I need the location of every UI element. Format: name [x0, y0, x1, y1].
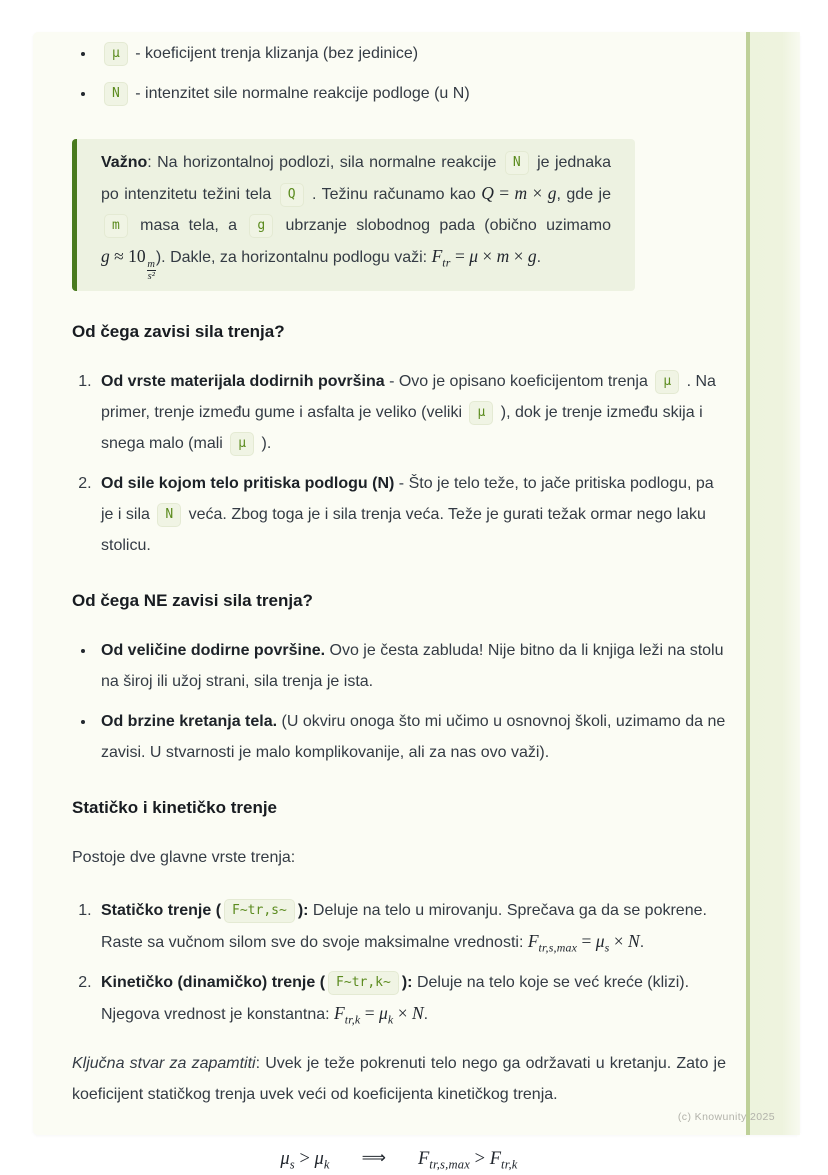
text-run: ), dok je trenje između skija i snega malo (mali: [101, 403, 703, 452]
text-run: : Uvek je teže pokrenuti telo nego ga održavati u kretanju. Zato je koeficijent statičkog trenja uvek veći od koeficijenta kinetičkog trenja.: [72, 1054, 726, 1103]
math-expression: [101, 246, 156, 282]
math-subscript: tr,k: [344, 1012, 361, 1027]
math-operator: =: [450, 246, 470, 266]
bold-text: Od brzine kretanja tela.: [101, 712, 278, 730]
bold-text: Kinetičko (dinamičko) trenje (: [101, 973, 326, 991]
math-operator: ×: [527, 183, 548, 203]
numbered-list: [72, 366, 726, 561]
bold-text: Od veličine dodirne površine.: [101, 641, 326, 659]
math-operator: =: [360, 1002, 380, 1023]
important-note-callout: [72, 139, 635, 291]
math-operator: ×: [609, 930, 629, 951]
text-run: ubrzanje slobodnog pada (obično uzimamo: [276, 217, 611, 234]
math-operator: ×: [478, 246, 497, 266]
copyright-footer: (c) Knowunity 2025: [677, 1111, 775, 1123]
document-page: [33, 32, 800, 1172]
math-variable: μ: [595, 930, 605, 951]
bullet-list: [72, 635, 726, 768]
fraction-numerator: m: [147, 258, 156, 270]
math-operator: =: [493, 183, 515, 203]
inline-code-chip: Q: [280, 183, 304, 207]
document-content: [72, 38, 726, 1175]
bold-text: ):: [297, 901, 309, 919]
italic-text: Ključna stvar za zapamtiti: [72, 1054, 256, 1072]
text-run: - koeficijent trenja klizanja (bez jedinice): [130, 45, 419, 62]
math-variable: F: [334, 1002, 345, 1023]
math-variable: N: [411, 1002, 424, 1023]
math-expression: [431, 246, 537, 270]
bullet-list: [72, 38, 726, 109]
section-heading: Od čega zavisi sila trenja?: [72, 321, 285, 341]
math-subscript: tr,s,max: [429, 1157, 471, 1172]
math-variable: N: [628, 930, 640, 951]
list-item: [96, 967, 726, 1030]
math-operator: ≈: [109, 246, 129, 266]
math-fraction: [147, 259, 156, 282]
math-variable: μ: [379, 1002, 388, 1023]
inline-code-chip: μ: [230, 432, 254, 456]
text-run: .: [639, 933, 645, 951]
fraction-denominator: s²: [147, 270, 155, 282]
bold-text: Od vrste materijala dodirnih površina: [101, 372, 385, 390]
math-subscript: k: [387, 1012, 394, 1027]
math-variable: g: [527, 246, 537, 266]
math-operator: =: [577, 930, 596, 951]
text-run: masa tela, a: [130, 217, 247, 234]
inline-code-chip: N: [505, 151, 529, 175]
numbered-list: [72, 895, 726, 1030]
inline-code-chip: μ: [469, 401, 493, 425]
text-run: .: [423, 1005, 429, 1023]
math-variable: F: [527, 930, 539, 951]
paragraph: [72, 1048, 726, 1110]
math-expression: [527, 930, 640, 955]
list-item: [96, 78, 726, 109]
text-run: Ovo je česta zabluda! Nije bitno da li knjiga leži na stolu na široj ili užoj strani, sila trenja je ista.: [101, 641, 724, 690]
math-operator: ×: [393, 1002, 412, 1023]
math-subscript: k: [323, 1157, 330, 1172]
inline-code-chip: F~tr,s~: [224, 899, 295, 923]
conclusion-formula: [72, 1144, 726, 1175]
list-item: [96, 38, 726, 69]
math-operator: ×: [509, 246, 528, 266]
inline-code-chip: m: [104, 214, 128, 238]
math-variable: F: [417, 1148, 430, 1169]
math-subscript: tr: [442, 255, 451, 270]
text-run: je jednaka po intenzitetu težini tela: [101, 154, 612, 203]
inline-code-chip: N: [157, 503, 181, 527]
math-variable: g: [101, 246, 110, 266]
math-operator: >: [294, 1148, 315, 1169]
list-item: [96, 468, 726, 561]
inline-code-chip: μ: [104, 42, 128, 66]
math-subscript: s: [289, 1157, 295, 1172]
text-run: . Težinu računamo kao: [306, 186, 482, 203]
math-variable: F: [431, 246, 443, 266]
list-item: [96, 706, 726, 768]
text-run: , gde je: [556, 186, 612, 203]
math-subscript: s: [604, 940, 610, 955]
math-variable: g: [547, 183, 557, 203]
bold-text: ):: [401, 973, 413, 991]
math-variable: m: [496, 246, 510, 266]
math-variable: Q: [481, 183, 494, 203]
math-operator: >: [470, 1148, 490, 1169]
math-variable: μ: [469, 246, 479, 266]
list-item: [96, 895, 726, 958]
text-run: (U okviru onoga što mi učimo u osnovnoj školi, uzimamo da ne zavisi. U stvarnosti je malo komplikovanije, ali za nas ovo važi).: [101, 712, 726, 761]
bold-text: Od sile kojom telo pritiska podlogu (N): [101, 474, 395, 492]
text-run: - Ovo je opisano koeficijentom trenja: [384, 372, 653, 390]
math-expression: [334, 1002, 424, 1027]
text-run: veća. Zbog toga je i sila trenja veća. Teže je gurati težak ormar nego laku stolicu.: [101, 505, 706, 554]
text-run: Postoje dve glavne vrste trenja:: [72, 848, 296, 866]
text-run: .: [536, 249, 542, 266]
math-variable: F: [489, 1148, 502, 1169]
text-run: ). Dakle, za horizontalnu podlogu važi:: [155, 249, 432, 266]
bold-text: Statičko trenje (: [101, 901, 222, 919]
section-heading: Od čega NE zavisi sila trenja?: [72, 590, 313, 610]
math-subscript: tr,k: [501, 1157, 518, 1172]
math-expression: [481, 183, 556, 203]
implies-arrow-icon: ⟹: [361, 1147, 386, 1168]
list-item: [96, 366, 726, 459]
paragraph: [72, 842, 726, 873]
text-run: ).: [257, 434, 272, 452]
math-variable: m: [514, 183, 528, 203]
text-run: : Na horizontalnoj podlozi, sila normalne reakcije: [147, 154, 502, 171]
math-number: 10: [128, 246, 146, 266]
page-margin-strip: [746, 32, 800, 1135]
text-run: - Što je telo teže, to jače pritiska podlogu, pa je i sila: [101, 474, 714, 523]
inline-code-chip: μ: [655, 370, 679, 394]
section-heading: Statičko i kinetičko trenje: [72, 797, 278, 817]
text-run: . Na primer, trenje između gume i asfalta je veliko (veliki: [101, 372, 716, 421]
bold-text: Važno: [101, 154, 148, 171]
inline-code-chip: F~tr,k~: [328, 971, 399, 995]
inline-code-chip: N: [104, 82, 128, 106]
math-subscript: tr,s,max: [538, 940, 578, 955]
text-run: Deluje na telo koje se već kreće (klizi). Njegova vrednost je konstantna:: [101, 973, 690, 1023]
text-run: Deluje na telo u mirovanju. Sprečava ga da se pokrene. Raste sa vučnom silom sve do svoje maksimalne vrednosti:: [101, 901, 707, 951]
math-variable: μ: [280, 1148, 290, 1169]
math-variable: μ: [314, 1148, 324, 1169]
math-expression: [280, 1147, 518, 1172]
list-item: [96, 635, 726, 697]
text-run: - intenzitet sile normalne reakcije podloge (u N): [130, 85, 470, 102]
inline-code-chip: g: [249, 214, 273, 238]
